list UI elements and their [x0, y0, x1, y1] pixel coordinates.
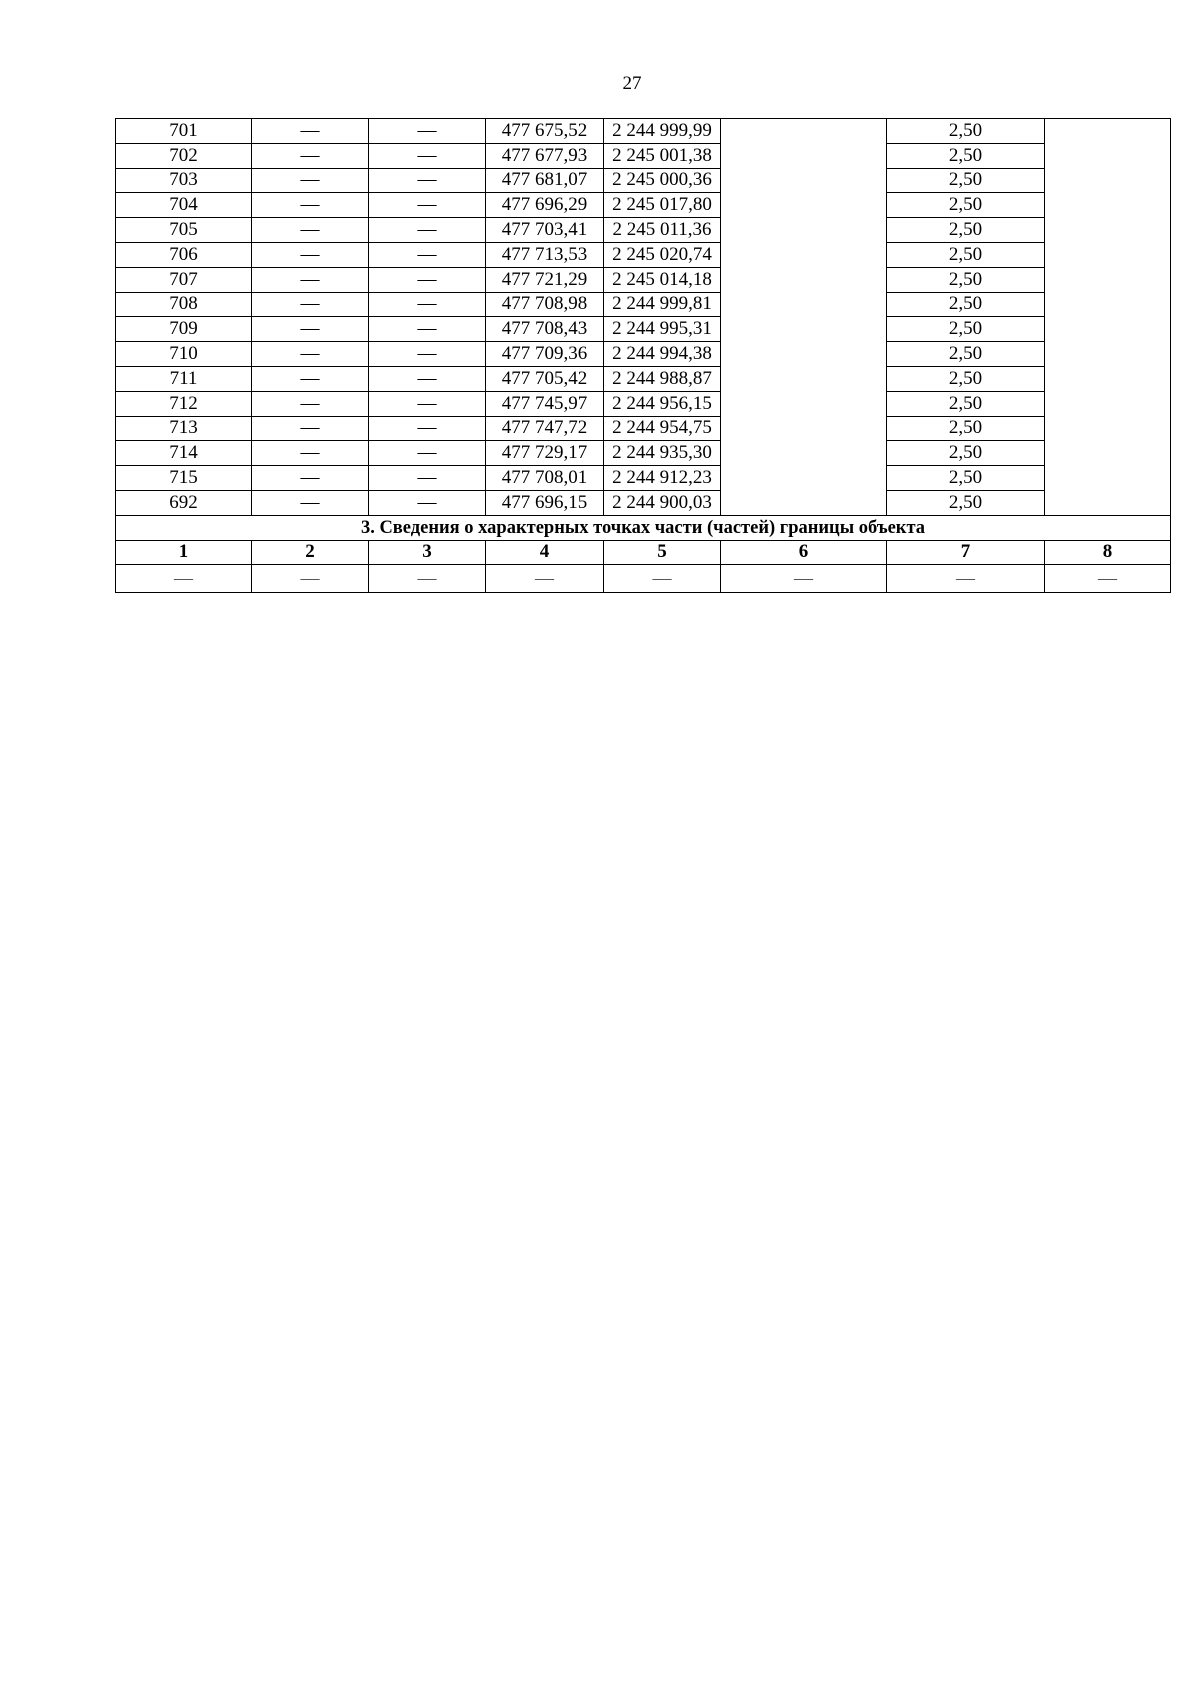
- x-coordinate-cell: 477 745,97: [486, 391, 604, 416]
- y-coordinate-cell: 2 244 999,81: [604, 292, 721, 317]
- y-coordinate-cell: 2 244 956,15: [604, 391, 721, 416]
- x-coordinate-cell: 477 703,41: [486, 218, 604, 243]
- point-number-cell: 713: [116, 416, 252, 441]
- point-number-cell: 706: [116, 242, 252, 267]
- dash-cell: —: [369, 317, 486, 342]
- point-number-cell: 701: [116, 119, 252, 144]
- point-number-cell: 708: [116, 292, 252, 317]
- dash-cell: —: [486, 565, 604, 593]
- accuracy-cell: 2,50: [887, 366, 1045, 391]
- dash-cell: —: [887, 565, 1045, 593]
- point-number-cell: 705: [116, 218, 252, 243]
- section-title: 3. Сведения о характерных точках части (частей) границы объекта: [116, 515, 1171, 540]
- table-row: [116, 119, 1171, 144]
- dash-cell: —: [1045, 565, 1171, 593]
- table-row: [116, 242, 1171, 267]
- dash-cell: —: [252, 168, 369, 193]
- table-row: [116, 218, 1171, 243]
- dash-cell: —: [252, 466, 369, 491]
- y-coordinate-cell: 2 244 994,38: [604, 342, 721, 367]
- x-coordinate-cell: 477 675,52: [486, 119, 604, 144]
- y-coordinate-cell: 2 245 020,74: [604, 242, 721, 267]
- section-title-row: [116, 515, 1171, 540]
- dash-cell: —: [252, 342, 369, 367]
- point-number-cell: 714: [116, 441, 252, 466]
- y-coordinate-cell: 2 245 001,38: [604, 143, 721, 168]
- column-number: 5: [604, 540, 721, 565]
- table-row: [116, 366, 1171, 391]
- accuracy-cell: 2,50: [887, 416, 1045, 441]
- x-coordinate-cell: 477 708,98: [486, 292, 604, 317]
- x-coordinate-cell: 477 709,36: [486, 342, 604, 367]
- table-row: [116, 416, 1171, 441]
- accuracy-cell: 2,50: [887, 441, 1045, 466]
- y-coordinate-cell: 2 244 988,87: [604, 366, 721, 391]
- table-row: [116, 267, 1171, 292]
- empty-data-row: [116, 565, 1171, 593]
- dash-cell: —: [369, 391, 486, 416]
- column-number: 8: [1045, 540, 1171, 565]
- dash-cell: —: [369, 168, 486, 193]
- y-coordinate-cell: 2 245 014,18: [604, 267, 721, 292]
- y-coordinate-cell: 2 244 954,75: [604, 416, 721, 441]
- empty-cell: [1045, 119, 1171, 516]
- accuracy-cell: 2,50: [887, 292, 1045, 317]
- x-coordinate-cell: 477 729,17: [486, 441, 604, 466]
- column-number: 3: [369, 540, 486, 565]
- x-coordinate-cell: 477 708,43: [486, 317, 604, 342]
- accuracy-cell: 2,50: [887, 193, 1045, 218]
- y-coordinate-cell: 2 245 000,36: [604, 168, 721, 193]
- column-number: 6: [721, 540, 887, 565]
- dash-cell: —: [252, 292, 369, 317]
- dash-cell: —: [369, 366, 486, 391]
- dash-cell: —: [116, 565, 252, 593]
- table-row: [116, 168, 1171, 193]
- point-number-cell: 704: [116, 193, 252, 218]
- table-row: [116, 193, 1171, 218]
- accuracy-cell: 2,50: [887, 317, 1045, 342]
- point-number-cell: 707: [116, 267, 252, 292]
- x-coordinate-cell: 477 713,53: [486, 242, 604, 267]
- accuracy-cell: 2,50: [887, 342, 1045, 367]
- column-numbers-row: [116, 540, 1171, 565]
- table-row: [116, 143, 1171, 168]
- x-coordinate-cell: 477 696,15: [486, 490, 604, 515]
- column-number: 1: [116, 540, 252, 565]
- accuracy-cell: 2,50: [887, 218, 1045, 243]
- dash-cell: —: [369, 292, 486, 317]
- dash-cell: —: [252, 218, 369, 243]
- accuracy-cell: 2,50: [887, 168, 1045, 193]
- dash-cell: —: [369, 143, 486, 168]
- table-row: [116, 466, 1171, 491]
- dash-cell: —: [252, 565, 369, 593]
- dash-cell: —: [369, 466, 486, 491]
- y-coordinate-cell: 2 245 017,80: [604, 193, 721, 218]
- dash-cell: —: [252, 317, 369, 342]
- point-number-cell: 709: [116, 317, 252, 342]
- dash-cell: —: [369, 490, 486, 515]
- dash-cell: —: [252, 416, 369, 441]
- coordinates-table: [115, 118, 1171, 593]
- accuracy-cell: 2,50: [887, 466, 1045, 491]
- accuracy-cell: 2,50: [887, 391, 1045, 416]
- dash-cell: —: [252, 143, 369, 168]
- page-number: 27: [622, 73, 642, 94]
- dash-cell: —: [369, 416, 486, 441]
- point-number-cell: 702: [116, 143, 252, 168]
- point-number-cell: 710: [116, 342, 252, 367]
- dash-cell: —: [369, 119, 486, 144]
- x-coordinate-cell: 477 705,42: [486, 366, 604, 391]
- dash-cell: —: [369, 565, 486, 593]
- table-row: [116, 441, 1171, 466]
- dash-cell: —: [252, 366, 369, 391]
- x-coordinate-cell: 477 747,72: [486, 416, 604, 441]
- x-coordinate-cell: 477 708,01: [486, 466, 604, 491]
- y-coordinate-cell: 2 244 995,31: [604, 317, 721, 342]
- dash-cell: —: [369, 342, 486, 367]
- dash-cell: —: [252, 441, 369, 466]
- dash-cell: —: [252, 119, 369, 144]
- column-number: 7: [887, 540, 1045, 565]
- y-coordinate-cell: 2 244 935,30: [604, 441, 721, 466]
- x-coordinate-cell: 477 696,29: [486, 193, 604, 218]
- y-coordinate-cell: 2 244 900,03: [604, 490, 721, 515]
- table-row: [116, 317, 1171, 342]
- dash-cell: —: [721, 565, 887, 593]
- accuracy-cell: 2,50: [887, 267, 1045, 292]
- column-number: 4: [486, 540, 604, 565]
- empty-cell: [721, 119, 887, 516]
- accuracy-cell: 2,50: [887, 242, 1045, 267]
- x-coordinate-cell: 477 681,07: [486, 168, 604, 193]
- column-number: 2: [252, 540, 369, 565]
- table-row: [116, 490, 1171, 515]
- y-coordinate-cell: 2 244 912,23: [604, 466, 721, 491]
- dash-cell: —: [604, 565, 721, 593]
- accuracy-cell: 2,50: [887, 490, 1045, 515]
- x-coordinate-cell: 477 721,29: [486, 267, 604, 292]
- table-row: [116, 292, 1171, 317]
- coordinates-table-body: [116, 119, 1171, 593]
- dash-cell: —: [252, 242, 369, 267]
- point-number-cell: 692: [116, 490, 252, 515]
- point-number-cell: 712: [116, 391, 252, 416]
- point-number-cell: 715: [116, 466, 252, 491]
- y-coordinate-cell: 2 245 011,36: [604, 218, 721, 243]
- table-row: [116, 342, 1171, 367]
- dash-cell: —: [369, 267, 486, 292]
- point-number-cell: 711: [116, 366, 252, 391]
- point-number-cell: 703: [116, 168, 252, 193]
- x-coordinate-cell: 477 677,93: [486, 143, 604, 168]
- dash-cell: —: [252, 193, 369, 218]
- accuracy-cell: 2,50: [887, 143, 1045, 168]
- accuracy-cell: 2,50: [887, 119, 1045, 144]
- dash-cell: —: [252, 391, 369, 416]
- dash-cell: —: [369, 193, 486, 218]
- dash-cell: —: [252, 267, 369, 292]
- y-coordinate-cell: 2 244 999,99: [604, 119, 721, 144]
- dash-cell: —: [369, 441, 486, 466]
- dash-cell: —: [369, 242, 486, 267]
- dash-cell: —: [252, 490, 369, 515]
- dash-cell: —: [369, 218, 486, 243]
- table-row: [116, 391, 1171, 416]
